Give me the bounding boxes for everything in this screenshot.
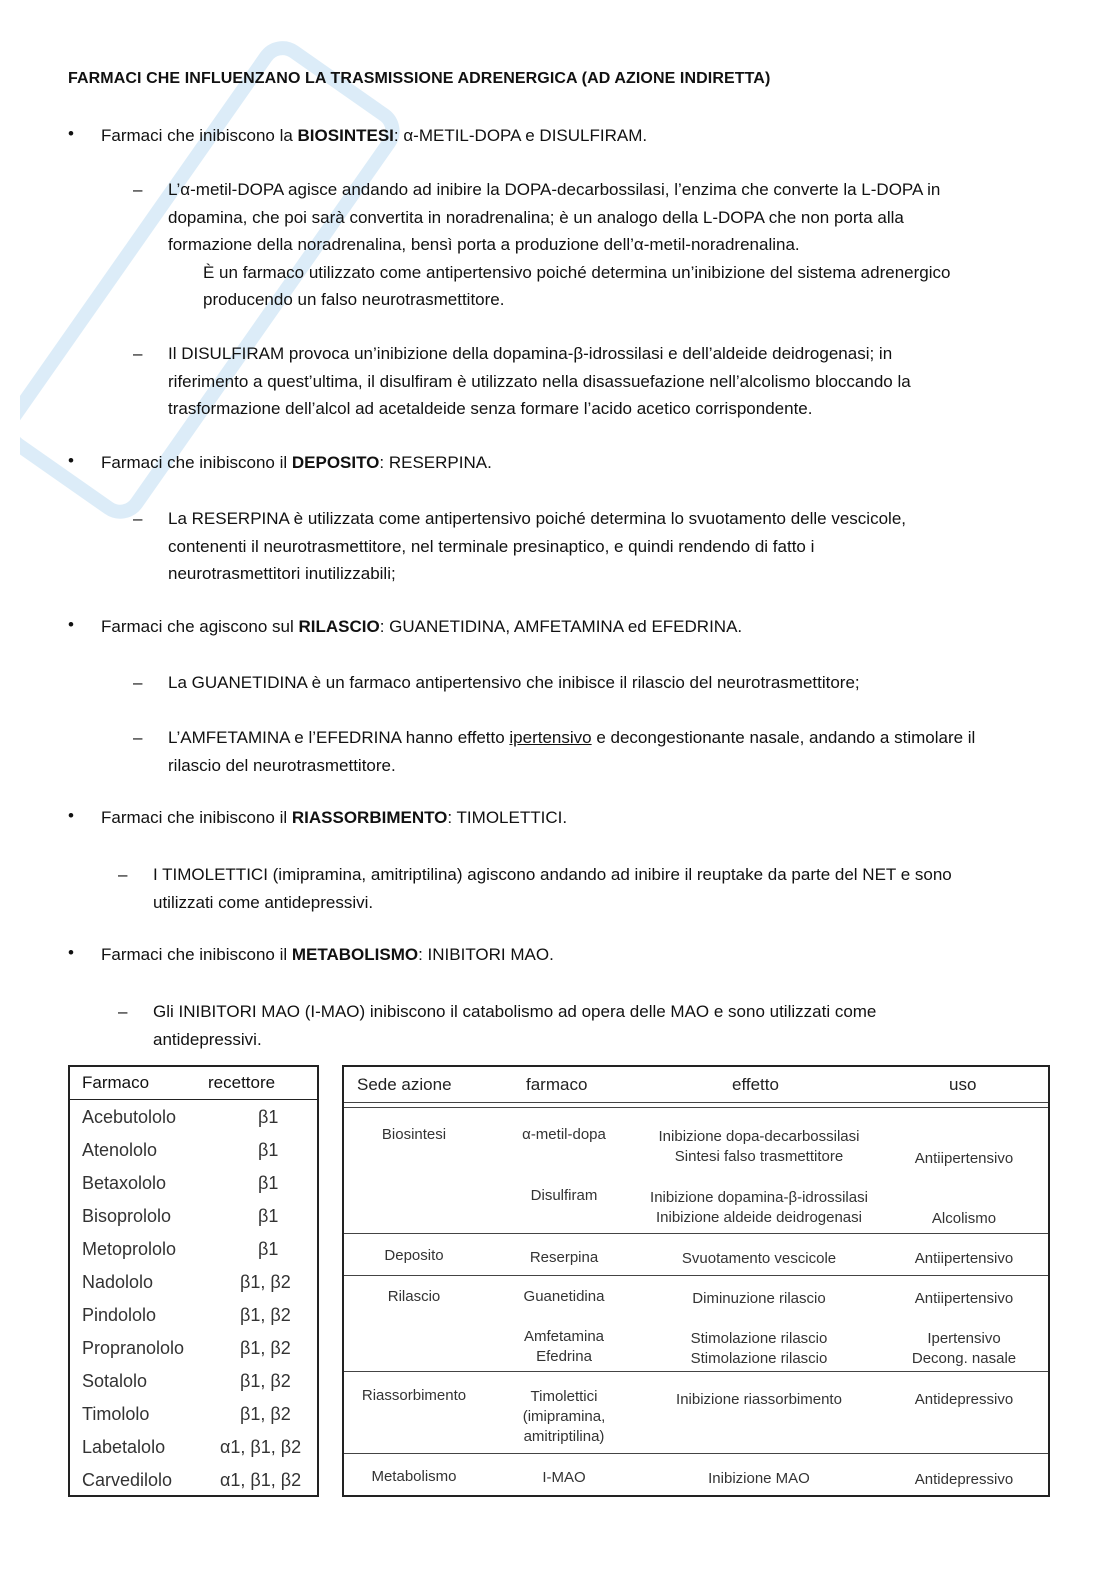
drug-name: Timololo <box>82 1404 150 1424</box>
header-divider <box>70 1099 317 1100</box>
receptor: β1 <box>258 1206 279 1226</box>
cell-farmaco: Timolettici <box>530 1388 598 1405</box>
drug-name: Propranololo <box>82 1338 185 1358</box>
cell-farmaco: Reserpina <box>529 1249 599 1266</box>
dash-mark: – <box>118 865 128 884</box>
receptor: α1, β1, β2 <box>220 1470 302 1490</box>
receptor-table <box>68 1065 319 1497</box>
header-farmaco: Farmaco <box>82 1073 150 1092</box>
row-divider <box>344 1453 1048 1454</box>
bullet-text: : α-METIL-DOPA e DISULFIRAM. <box>393 126 648 145</box>
drug-name: Acebutololo <box>82 1107 177 1127</box>
cell-sede: Riassorbimento <box>361 1387 467 1404</box>
bullet-keyword: RIASSORBIMENTO <box>291 808 448 827</box>
bullet-text: : INIBITORI MAO. <box>418 945 554 964</box>
receptor: β1, β2 <box>240 1272 291 1292</box>
cell-sede: Deposito <box>384 1247 444 1264</box>
cell-farmaco: amitriptilina) <box>523 1428 605 1445</box>
bullet-text: Farmaci che inibiscono il <box>101 945 292 964</box>
bullet-text: : TIMOLETTICI. <box>447 808 568 827</box>
receptor: α1, β1, β2 <box>220 1437 302 1457</box>
paragraph-line: antidepressivi. <box>153 1029 262 1049</box>
row-divider <box>344 1233 1048 1234</box>
table-row <box>70 1272 317 1305</box>
cell-effetto: Inibizione MAO <box>708 1470 810 1487</box>
paragraph-line: neurotrasmettitori inutilizzabili; <box>168 564 396 583</box>
cell-farmaco: Efedrina <box>536 1348 592 1365</box>
cell-effetto: Diminuzione rilascio <box>692 1290 826 1307</box>
table-row <box>70 1305 317 1338</box>
receptor-table-header <box>70 1073 317 1097</box>
drug-name: Bisoprololo <box>82 1206 172 1226</box>
dash-mark: – <box>133 180 143 199</box>
bullet-mark: • <box>68 943 74 962</box>
bullet-text: : GUANETIDINA, AMFETAMINA ed EFEDRINA. <box>379 617 743 636</box>
paragraph-line: formazione della noradrenalina, bensì porta a produzione dell’α-metil-noradrenalina. <box>168 235 800 254</box>
dash-mark: – <box>133 728 143 747</box>
cell-uso: Alcolismo <box>931 1210 997 1227</box>
receptor: β1 <box>258 1239 279 1259</box>
cell-effetto: Stimolazione rilascio <box>690 1350 828 1367</box>
dash-mark: – <box>133 673 143 692</box>
bullet-mark: • <box>68 806 74 825</box>
cell-uso: Antidepressivo <box>914 1471 1014 1488</box>
row-divider <box>344 1275 1048 1276</box>
cell-effetto: Inibizione aldeide deidrogenasi <box>656 1209 862 1226</box>
dash-mark: – <box>118 1002 128 1021</box>
cell-farmaco: Amfetamina <box>523 1328 605 1345</box>
row-divider <box>344 1371 1048 1372</box>
table-row <box>70 1338 317 1371</box>
paragraph-text: L’AMFETAMINA e l’EFEDRINA hanno effetto <box>168 728 510 747</box>
cell-sede: Metabolismo <box>371 1468 457 1485</box>
receptor: β1, β2 <box>240 1305 291 1325</box>
header-farmaco: farmaco <box>526 1075 588 1094</box>
paragraph-line: La RESERPINA è utilizzata come antipertensivo poiché determina lo svuotamento delle vescicole, <box>168 509 906 528</box>
drug-name: Metoprololo <box>82 1239 177 1259</box>
bullet-mark: • <box>68 615 74 634</box>
drug-name: Atenololo <box>82 1140 158 1160</box>
bullet-text: Farmaci che agiscono sul <box>101 617 299 636</box>
table-row <box>70 1470 317 1503</box>
cell-uso: Antiipertensivo <box>914 1290 1014 1307</box>
receptor: β1, β2 <box>240 1338 291 1358</box>
cell-sede: Rilascio <box>387 1288 441 1305</box>
underlined-word: ipertensivo <box>509 728 592 747</box>
cell-uso: Decong. nasale <box>911 1350 1017 1367</box>
paragraph-line: dopamina, che poi sarà convertita in noradrenalina; è un analogo della L-DOPA che non porta alla <box>168 207 904 227</box>
cell-farmaco: (imipramina, <box>522 1408 606 1425</box>
table-row <box>70 1140 317 1173</box>
bullet-keyword: METABOLISMO <box>291 945 419 964</box>
cell-effetto: Svuotamento vescicole <box>681 1250 837 1267</box>
paragraph-line: producendo un falso neurotrasmettitore. <box>203 290 505 309</box>
dash-mark: – <box>133 509 143 528</box>
table-row <box>70 1404 317 1437</box>
drug-name: Labetalolo <box>82 1437 166 1457</box>
bullet-text: Farmaci che inibiscono la <box>101 126 298 145</box>
header-divider <box>344 1102 1048 1103</box>
paragraph-line: contenenti il neurotrasmettitore, nel terminale presinaptico, e quindi rendendo di fatto i <box>168 536 815 556</box>
cell-effetto: Inibizione dopamina-β-idrossilasi <box>650 1189 868 1206</box>
summary-table <box>342 1065 1050 1497</box>
table-row <box>70 1173 317 1206</box>
bullet-mark: • <box>68 124 74 143</box>
paragraph-line: La GUANETIDINA è un farmaco antipertensivo che inibisce il rilascio del neurotrasmettitore; <box>168 673 860 692</box>
table-row <box>70 1239 317 1272</box>
paragraph-line: Gli INIBITORI MAO (I-MAO) inibiscono il catabolismo ad opera delle MAO e sono utilizzati come <box>153 1002 877 1021</box>
page-title: FARMACI CHE INFLUENZANO LA TRASMISSIONE ADRENERGICA (AD AZIONE INDIRETTA) <box>68 70 771 87</box>
cell-effetto: Inibizione dopa-decarbossilasi <box>658 1128 860 1145</box>
drug-name: Carvedilolo <box>82 1470 173 1490</box>
receptor: β1 <box>258 1140 279 1160</box>
receptor: β1 <box>258 1173 279 1193</box>
drug-name: Betaxololo <box>82 1173 167 1193</box>
cell-effetto: Sintesi falso trasmettitore <box>674 1148 844 1165</box>
table-row <box>70 1437 317 1470</box>
paragraph-line: Il DISULFIRAM provoca un’inibizione della dopamina-β-idrossilasi e dell’aldeide deidrogenasi; in <box>168 344 893 363</box>
table-row <box>70 1206 317 1239</box>
bullet-text: Farmaci che inibiscono il <box>101 453 292 472</box>
paragraph-line: riferimento a quest’ultima, il disulfiram è utilizzato nella disassuefazione nell’alcolismo bloccando la <box>168 371 911 391</box>
bullet-keyword: BIOSINTESI <box>297 126 394 145</box>
paragraph-line: È un farmaco utilizzato come antipertensivo poiché determina un’inibizione del sistema adrenergico <box>203 262 951 282</box>
paragraph-line: L’α-metil-DOPA agisce andando ad inibire la DOPA-decarbossilasi, l’enzima che converte la L-DOPA in <box>168 180 941 199</box>
paragraph-text: e decongestionante nasale, andando a stimolare il <box>591 728 976 747</box>
drug-name: Nadololo <box>82 1272 154 1292</box>
paragraph-line: trasformazione dell’alcol ad acetaldeide senza formare l’acido acetico corrispondente. <box>168 399 813 418</box>
cell-effetto: Inibizione riassorbimento <box>676 1391 842 1408</box>
bullet-keyword: RILASCIO <box>298 617 380 636</box>
receptor: β1 <box>258 1107 279 1127</box>
cell-uso: Antiipertensivo <box>914 1250 1014 1267</box>
cell-effetto: Stimolazione rilascio <box>690 1330 828 1347</box>
header-sede-azione: Sede azione <box>357 1075 452 1094</box>
bullet-text: : RESERPINA. <box>379 453 492 472</box>
dash-mark: – <box>133 344 143 363</box>
cell-uso: Ipertensivo <box>927 1330 1001 1347</box>
drug-name: Sotalolo <box>82 1371 148 1391</box>
header-effetto: effetto <box>732 1075 779 1094</box>
cell-sede: Biosintesi <box>381 1126 447 1143</box>
receptor: β1, β2 <box>240 1404 291 1424</box>
cell-uso: Antidepressivo <box>914 1391 1014 1408</box>
table-row <box>70 1107 317 1140</box>
cell-uso: Antiipertensivo <box>914 1150 1014 1167</box>
drug-name: Pindololo <box>82 1305 157 1325</box>
cell-farmaco: α-metil-dopa <box>522 1126 606 1143</box>
paragraph-line: I TIMOLETTICI (imipramina, amitriptilina) agiscono andando ad inibire il reuptake da parte del NET e sono <box>153 865 952 884</box>
cell-farmaco: Guanetidina <box>523 1288 605 1305</box>
cell-farmaco: I-MAO <box>542 1469 586 1486</box>
header-uso: uso <box>949 1075 977 1094</box>
cell-farmaco: Disulfiram <box>530 1187 598 1204</box>
bullet-keyword: DEPOSITO <box>291 453 380 472</box>
header-divider <box>344 1107 1048 1108</box>
paragraph-line: utilizzati come antidepressivi. <box>153 892 374 912</box>
table-row <box>70 1371 317 1404</box>
bullet-mark: • <box>68 451 74 470</box>
receptor: β1, β2 <box>240 1371 291 1391</box>
bullet-text: Farmaci che inibiscono il <box>101 808 292 827</box>
header-recettore: recettore <box>208 1073 276 1092</box>
paragraph-line: rilascio del neurotrasmettitore. <box>168 755 396 775</box>
